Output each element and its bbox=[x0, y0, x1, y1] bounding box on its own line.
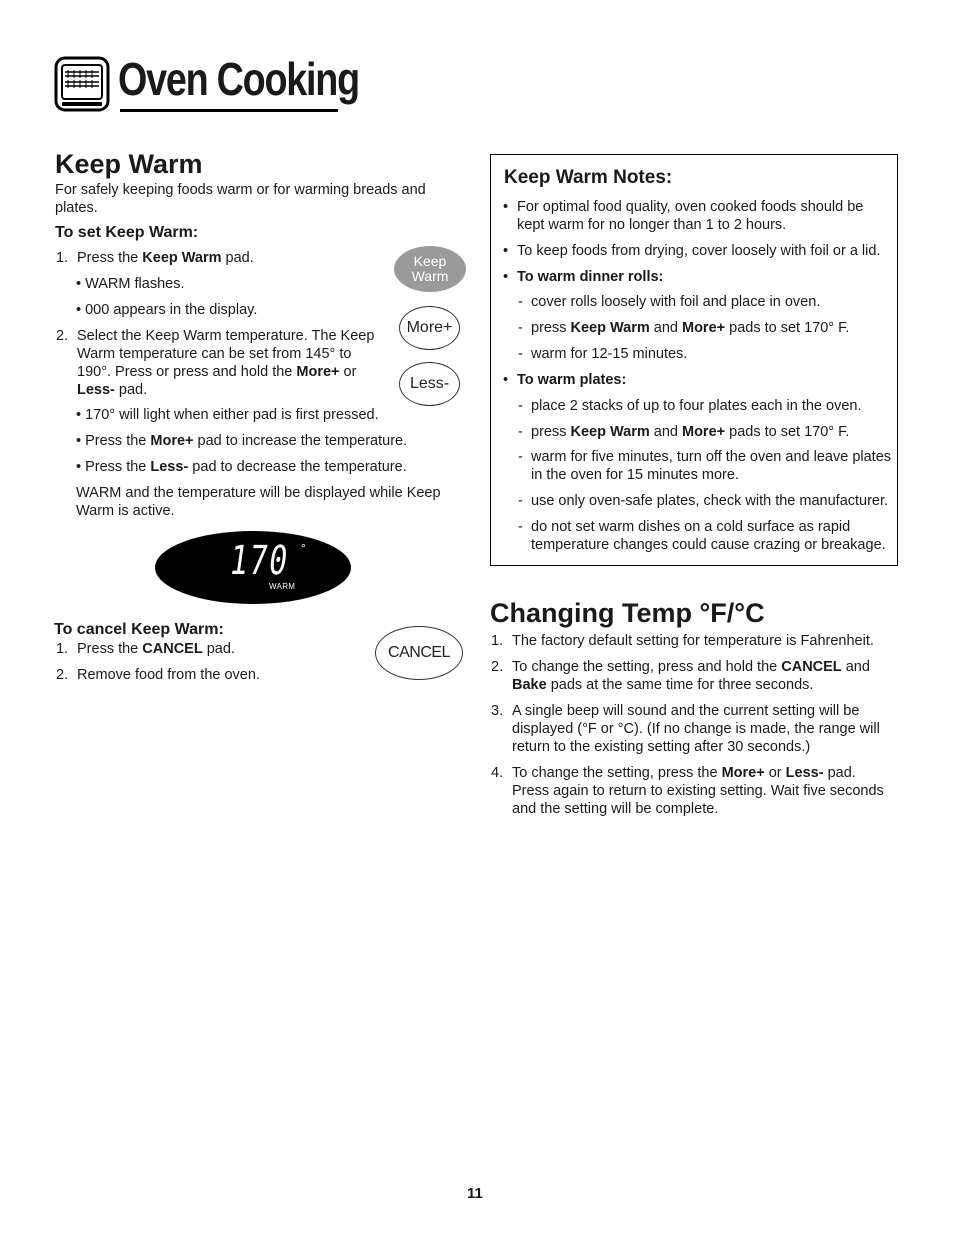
step-number: 2. bbox=[491, 659, 504, 675]
pad-label: Warm bbox=[411, 268, 449, 284]
step-text: or bbox=[764, 765, 786, 781]
step-text: Press the bbox=[77, 250, 143, 266]
step-text: pad. bbox=[202, 641, 235, 657]
note-bold: Keep Warm bbox=[570, 320, 650, 336]
note-plates-3: warm for five minutes, turn off the oven and leave plates in the oven for 15 minutes more. bbox=[531, 449, 892, 483]
step-text: pads at the same time for three seconds. bbox=[546, 677, 814, 693]
step-bold: Less- bbox=[77, 382, 115, 398]
step-number: 2. bbox=[56, 328, 69, 344]
step-text: To change the setting, press and hold the bbox=[512, 659, 782, 675]
set-keep-warm-title: To set Keep Warm: bbox=[55, 224, 199, 241]
oven-display bbox=[155, 531, 351, 604]
note-bullet: • bbox=[503, 372, 509, 388]
set-step-2 bbox=[56, 327, 386, 399]
temp-step-2 bbox=[491, 658, 891, 694]
step-text: To change the setting, press the bbox=[512, 765, 722, 781]
bullet-text: pad to increase the temperature. bbox=[193, 433, 408, 449]
pad-label: Keep bbox=[413, 253, 447, 269]
note-bold: More+ bbox=[681, 320, 726, 336]
step-bold: More+ bbox=[296, 364, 340, 380]
note-dash: - bbox=[518, 346, 523, 362]
keep-warm-pad[interactable] bbox=[394, 246, 466, 292]
cancel-keep-warm-title: To cancel Keep Warm: bbox=[54, 621, 224, 638]
note-bullet: • bbox=[503, 269, 509, 285]
step-bold: Keep Warm bbox=[142, 250, 222, 266]
note-bold: Keep Warm bbox=[570, 424, 650, 440]
step-bold: Less- bbox=[785, 765, 824, 781]
note-dash: - bbox=[518, 519, 523, 535]
step-text: Select the Keep Warm temperature. The Keep Warm temperature can be set from 145° to 190°. Press or press and hold the bbox=[77, 328, 375, 380]
note-bullet: • bbox=[503, 243, 509, 259]
step-number: 2. bbox=[56, 667, 69, 683]
more-pad[interactable]: More+ bbox=[399, 306, 460, 350]
step-text: The factory default setting for temperature is Fahrenheit. bbox=[512, 633, 874, 649]
note-bullet: • bbox=[503, 199, 509, 215]
bullet-text: • Press the bbox=[76, 459, 151, 475]
header-rule bbox=[120, 109, 338, 112]
display-degree: ° bbox=[301, 541, 306, 555]
bullet-text: pad to decrease the temperature. bbox=[188, 459, 407, 475]
bullet-warm-flashes: • WARM flashes. bbox=[76, 276, 185, 292]
note-dash: - bbox=[518, 449, 523, 465]
note-rolls-3: warm for 12-15 minutes. bbox=[531, 346, 688, 362]
step-bold: CANCEL bbox=[781, 659, 842, 675]
step-number: 1. bbox=[491, 633, 504, 649]
note-text: pads to set 170° F. bbox=[725, 424, 850, 440]
less-pad[interactable]: Less- bbox=[399, 362, 460, 406]
step-number: 3. bbox=[491, 703, 504, 719]
cancel-step-1 bbox=[56, 640, 356, 658]
keep-warm-title: Keep Warm bbox=[55, 149, 203, 179]
bullet-less-decrease bbox=[76, 458, 456, 476]
keep-warm-notes-box bbox=[490, 154, 898, 566]
step-text: or bbox=[339, 364, 357, 380]
bullet-170-light: • 170° will light when either pad is first pressed. bbox=[76, 407, 379, 423]
note-plates-title: To warm plates: bbox=[517, 372, 627, 388]
note-plates-4: use only oven-safe plates, check with the manufacturer. bbox=[531, 493, 889, 509]
note-text: pads to set 170° F. bbox=[725, 320, 850, 336]
step-text: A single beep will sound and the current setting will be displayed (°F or °C). (If no change is made, the range will return to the existing setting after 30 seconds.) bbox=[512, 703, 880, 755]
note-bold: More+ bbox=[681, 424, 726, 440]
note-text: and bbox=[649, 424, 682, 440]
note-dash: - bbox=[518, 320, 523, 336]
step-text: pad. bbox=[114, 382, 148, 398]
temp-step-1 bbox=[491, 632, 891, 650]
step-bold: More+ bbox=[721, 765, 765, 781]
note-dash: - bbox=[518, 493, 523, 509]
bullet-more-increase bbox=[76, 432, 456, 450]
note-plates-5: do not set warm dishes on a cold surface as rapid temperature changes could cause crazing or breakage. bbox=[531, 519, 886, 553]
step-bold: Bake bbox=[512, 677, 547, 693]
bullet-bold: More+ bbox=[150, 433, 194, 449]
header-title: Oven Cooking bbox=[118, 53, 359, 105]
step-text: and bbox=[841, 659, 870, 675]
note-rolls-1: cover rolls loosely with foil and place in oven. bbox=[531, 294, 821, 310]
step-text: pad. bbox=[221, 250, 254, 266]
bullet-bold: Less- bbox=[150, 459, 189, 475]
note-text: press bbox=[531, 424, 571, 440]
display-warm-label: WARM bbox=[269, 582, 296, 591]
temp-step-3 bbox=[491, 702, 891, 756]
note-plates-1: place 2 stacks of up to four plates each in the oven. bbox=[531, 398, 862, 414]
note-dash: - bbox=[518, 294, 523, 310]
step-number: 1. bbox=[56, 250, 69, 266]
note-rolls-title: To warm dinner rolls: bbox=[517, 269, 664, 285]
note-plates-2 bbox=[531, 423, 891, 441]
cancel-step-2 bbox=[56, 666, 356, 684]
step-text: Press the bbox=[77, 641, 143, 657]
step-text: pad. Press again to return to existing setting. Wait five seconds and the setting will be complete. bbox=[512, 765, 884, 817]
set-step-1 bbox=[56, 249, 386, 267]
warm-active-note: WARM and the temperature will be displayed while Keep Warm is active. bbox=[76, 485, 441, 519]
notes-title: Keep Warm Notes: bbox=[504, 167, 673, 188]
oven-icon bbox=[54, 56, 110, 112]
note-drying: To keep foods from drying, cover loosely with foil or a lid. bbox=[517, 243, 881, 259]
step-number: 1. bbox=[56, 641, 69, 657]
step-number: 4. bbox=[491, 765, 504, 781]
note-dash: - bbox=[518, 398, 523, 414]
display-digits: 170 bbox=[226, 538, 292, 584]
step-text: Remove food from the oven. bbox=[77, 667, 260, 683]
page-number: 11 bbox=[467, 1185, 483, 1202]
cancel-pad[interactable]: CANCEL bbox=[375, 626, 463, 680]
note-quality: For optimal food quality, oven cooked foods should be kept warm for no longer than 1 to 2 hours. bbox=[517, 199, 864, 233]
step-bold: CANCEL bbox=[142, 641, 203, 657]
keep-warm-intro: For safely keeping foods warm or for warming breads and plates. bbox=[55, 182, 426, 216]
temp-step-4 bbox=[491, 764, 891, 818]
bullet-text: • Press the bbox=[76, 433, 151, 449]
note-rolls-2 bbox=[531, 319, 891, 337]
note-text: and bbox=[649, 320, 682, 336]
bullet-000-display: • 000 appears in the display. bbox=[76, 302, 258, 318]
note-text: press bbox=[531, 320, 571, 336]
note-dash: - bbox=[518, 424, 523, 440]
changing-temp-title: Changing Temp °F/°C bbox=[490, 598, 765, 628]
